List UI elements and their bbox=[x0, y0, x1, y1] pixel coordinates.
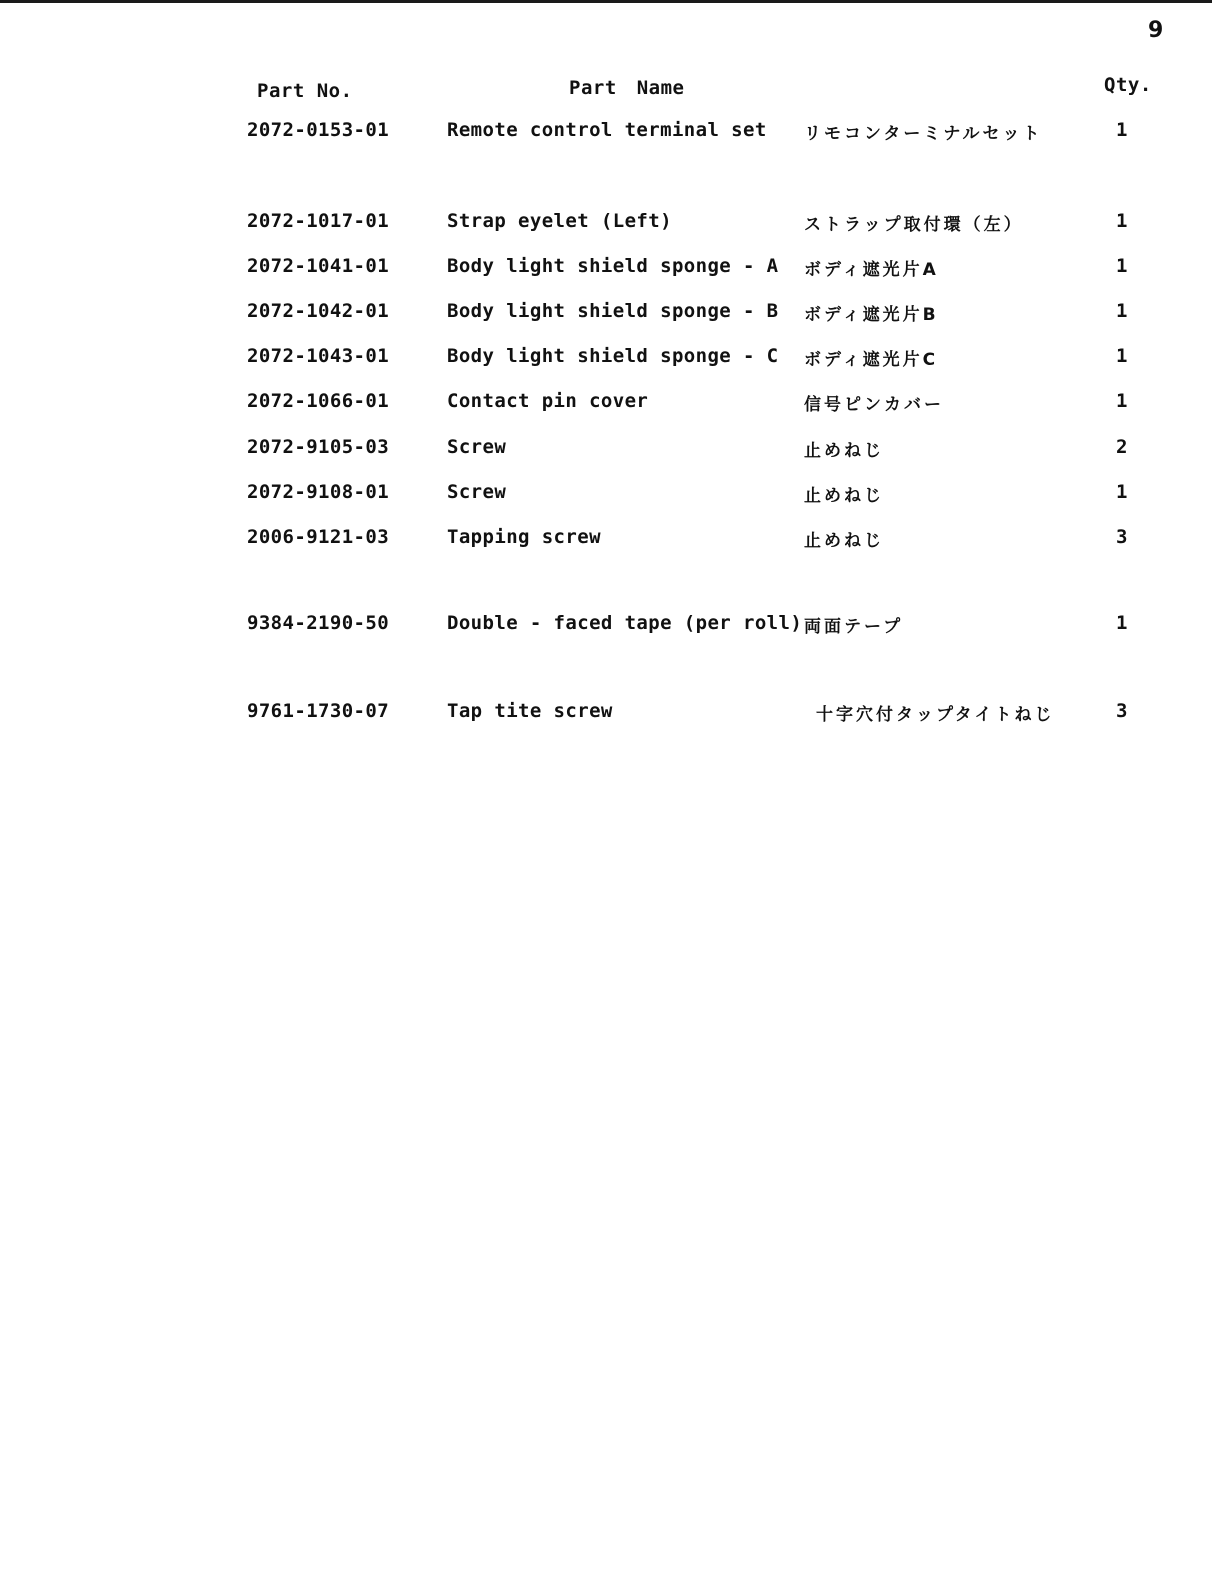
part-name-japanese: 信号ピンカバー bbox=[804, 395, 944, 415]
part-quantity: 1 bbox=[1116, 255, 1128, 277]
table-row bbox=[0, 526, 1212, 556]
part-name-japanese: 止めねじ bbox=[804, 441, 884, 461]
part-quantity: 1 bbox=[1116, 390, 1128, 412]
part-quantity: 1 bbox=[1116, 119, 1128, 141]
part-name: Body light shield sponge - C bbox=[447, 345, 779, 367]
part-number: 2072-1066-01 bbox=[247, 390, 390, 412]
part-name: Screw bbox=[447, 436, 507, 458]
header-qty: Qty. bbox=[1104, 74, 1152, 96]
header-part-no: Part No. bbox=[257, 80, 353, 102]
part-name: Tapping screw bbox=[447, 526, 601, 548]
table-row bbox=[0, 210, 1212, 240]
table-row bbox=[0, 481, 1212, 511]
table-row bbox=[0, 390, 1212, 420]
part-name-japanese: ボディ遮光片A bbox=[804, 260, 939, 280]
part-quantity: 3 bbox=[1116, 526, 1128, 548]
top-rule bbox=[0, 0, 1212, 3]
table-row bbox=[0, 436, 1212, 466]
part-quantity: 1 bbox=[1116, 210, 1128, 232]
part-number: 9384-2190-50 bbox=[247, 612, 390, 634]
table-row bbox=[0, 700, 1212, 730]
part-quantity: 1 bbox=[1116, 300, 1128, 322]
table-row bbox=[0, 119, 1212, 149]
part-number: 2072-1017-01 bbox=[247, 210, 390, 232]
part-name-japanese: ボディ遮光片B bbox=[804, 305, 939, 325]
part-name: Tap tite screw bbox=[447, 700, 613, 722]
table-row bbox=[0, 345, 1212, 375]
table-row bbox=[0, 300, 1212, 330]
table-row bbox=[0, 255, 1212, 285]
part-name: Screw bbox=[447, 481, 507, 503]
part-number: 2072-1041-01 bbox=[247, 255, 390, 277]
part-name: Double - faced tape (per roll) bbox=[447, 612, 803, 634]
part-name-japanese: ストラップ取付環（左） bbox=[804, 215, 1024, 235]
part-number: 2072-0153-01 bbox=[247, 119, 390, 141]
part-name: Strap eyelet (Left) bbox=[447, 210, 672, 232]
part-name-japanese: リモコンターミナルセット bbox=[804, 124, 1043, 144]
part-quantity: 1 bbox=[1116, 345, 1128, 367]
part-quantity: 1 bbox=[1116, 481, 1128, 503]
part-name-japanese: 止めねじ bbox=[804, 486, 884, 506]
page-number: 9 bbox=[1148, 18, 1164, 43]
part-name: Body light shield sponge - B bbox=[447, 300, 779, 322]
part-name: Contact pin cover bbox=[447, 390, 649, 412]
part-name: Body light shield sponge - A bbox=[447, 255, 779, 277]
part-name-japanese: ボディ遮光片C bbox=[804, 350, 939, 370]
part-number: 2072-9108-01 bbox=[247, 481, 390, 503]
part-number: 9761-1730-07 bbox=[247, 700, 390, 722]
part-quantity: 3 bbox=[1116, 700, 1128, 722]
part-name-japanese: 両面テープ bbox=[804, 617, 904, 637]
part-number: 2006-9121-03 bbox=[247, 526, 390, 548]
part-number: 2072-9105-03 bbox=[247, 436, 390, 458]
part-number: 2072-1042-01 bbox=[247, 300, 390, 322]
part-name: Remote control terminal set bbox=[447, 119, 767, 141]
part-quantity: 1 bbox=[1116, 612, 1128, 634]
header-part-name: Part Name bbox=[569, 77, 685, 99]
part-quantity: 2 bbox=[1116, 436, 1128, 458]
part-number: 2072-1043-01 bbox=[247, 345, 390, 367]
part-name-japanese: 十字穴付タップタイトねじ bbox=[816, 705, 1055, 725]
table-row bbox=[0, 612, 1212, 642]
part-name-japanese: 止めねじ bbox=[804, 531, 884, 551]
